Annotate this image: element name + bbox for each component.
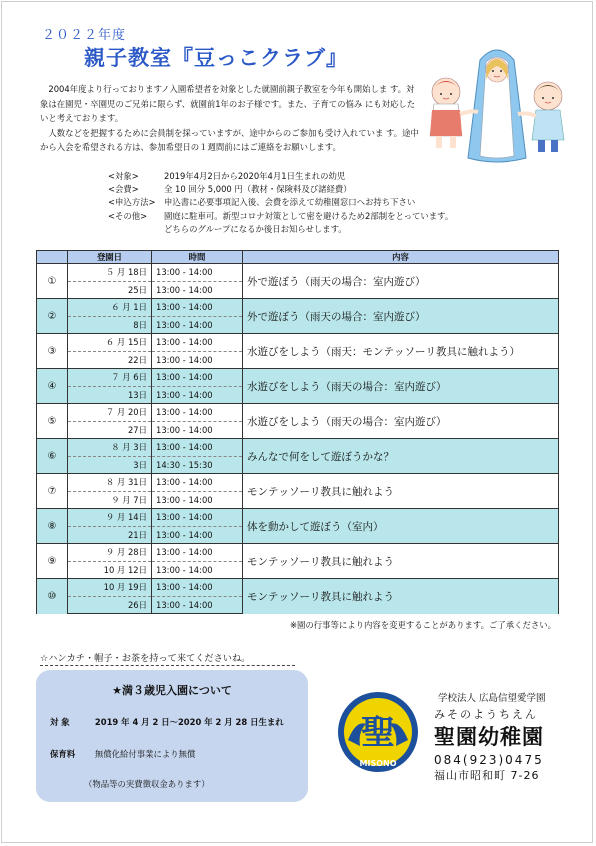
info-key: <対象>	[108, 171, 139, 181]
admission-fee-key: 保育料	[50, 749, 76, 759]
session-time: 13:00 - 14:00	[152, 404, 243, 422]
school-kana: みそのようちえん	[434, 708, 538, 721]
admission-target-row	[50, 716, 284, 728]
session-number: ②	[37, 299, 68, 334]
session-number: ⑧	[37, 509, 68, 544]
session-time: 13:00 - 14:00	[152, 439, 243, 457]
info-row	[108, 183, 453, 196]
session-date: 26日	[68, 596, 152, 614]
info-value: どちらのグループになるか後日お知らせします。	[164, 223, 347, 234]
session-time: 13:00 - 14:00	[152, 596, 243, 614]
info-value: 園庭に駐車可。新型コロナ対策として密を避けるため2部制をとっています。	[164, 210, 454, 221]
session-time: 13:00 - 14:00	[152, 264, 243, 282]
session-content: 外で遊ぼう（雨天の場合：室内遊び）	[243, 264, 559, 299]
info-row	[108, 210, 453, 223]
session-date: ７ 月 6日	[68, 369, 152, 387]
session-date: 13日	[68, 386, 152, 404]
table-row	[37, 299, 559, 317]
session-content: 水遊びをしよう（雨天：モンテッソーリ教具に触れよう）	[243, 334, 559, 369]
session-date: ９ 月 7日	[68, 491, 152, 509]
school-info	[434, 690, 546, 783]
school-logo	[336, 690, 420, 774]
session-time: 13:00 - 14:00	[152, 369, 243, 387]
info-value: 申込書に必要事項記入後、会費を添えて幼稚園窓口へお持ち下さい	[164, 197, 416, 208]
table-row	[37, 264, 559, 282]
session-time: 13:00 - 14:00	[152, 474, 243, 492]
session-content: モンテッソーリ教具に触れよう	[243, 544, 559, 579]
mother-and-children-illustration	[418, 40, 576, 168]
school-corporation: 学校法人 広島信望愛学園	[438, 693, 546, 704]
info-row	[108, 196, 453, 209]
school-name: 聖園幼稚園	[434, 725, 544, 749]
info-row	[108, 223, 453, 236]
session-number: ⑥	[37, 439, 68, 474]
session-time: 13:00 - 14:00	[152, 544, 243, 562]
column-header: 内容	[243, 251, 559, 264]
year-label: ２０２２年度	[42, 28, 127, 43]
session-number: ③	[37, 334, 68, 369]
change-notice: ※園の行事等により内容を変更することがあります。ご了承ください。	[290, 620, 556, 630]
session-number: ⑦	[37, 474, 68, 509]
intro-paragraph: 2004年度より行っておりますノ入園希望者を対象とした就園前親子教室を今年も開始しま す。対象は在園児・卒園児のご兄弟に限らず、就園前1年のお子様です。また、子育ての悩み にも対応したいと考えております。	[40, 84, 416, 124]
page-title: 親子教室『豆っこクラブ』	[84, 46, 348, 70]
session-number: ④	[37, 369, 68, 404]
session-date: ７ 月 20日	[68, 404, 152, 422]
logo-text: MISONO	[359, 759, 397, 768]
admission-fee-value: 無償化給付事業により無償	[94, 749, 196, 759]
session-date: ９ 月 14日	[68, 509, 152, 527]
table-row	[37, 439, 559, 457]
info-key: <会費>	[108, 184, 139, 195]
admission-fee-note: （物品等の実費徴収金あります）	[84, 779, 210, 789]
session-date: ８ 月 3日	[68, 439, 152, 457]
session-content: 水遊びをしよう（雨天の場合：室内遊び）	[243, 404, 559, 439]
session-date: 3日	[68, 456, 152, 474]
info-key	[108, 223, 164, 236]
intro-paragraph: 人数などを把握するために会員制を採っていますが、途中からのご参加も受け入れていま す。途中から入会を希望される方は、参加希望日の１週間前にはご連絡をお願いします。	[40, 127, 419, 153]
info-row	[108, 170, 453, 183]
session-date: 25日	[68, 281, 152, 299]
session-time: 13:00 - 14:00	[152, 299, 243, 317]
session-content: 外で遊ぼう（雨天の場合：室内遊び）	[243, 299, 559, 334]
admission-title: ★満３歳児入園について	[112, 684, 232, 697]
session-time: 13:00 - 14:00	[152, 316, 243, 334]
admission-fee-row	[50, 748, 195, 760]
table-row	[37, 579, 559, 597]
column-header	[37, 251, 68, 264]
school-address: 福山市昭和町 7-26	[434, 769, 540, 782]
admission-target-key: 対 象	[50, 717, 70, 727]
session-number: ⑨	[37, 544, 68, 579]
session-time: 13:00 - 14:00	[152, 351, 243, 369]
session-date: 10 月 19日	[68, 579, 152, 597]
belongings-note: ☆ハンカチ・帽子・お茶を持って来てくださいね。	[40, 653, 251, 664]
info-value: 2019年4月2日から2020年4月1日生まれの幼児	[164, 171, 346, 181]
session-time: 13:00 - 14:00	[152, 281, 243, 299]
session-date: 8日	[68, 316, 152, 334]
session-time: 13:00 - 14:00	[152, 421, 243, 439]
table-header-row	[37, 251, 559, 264]
session-date: ９ 月 28日	[68, 544, 152, 562]
session-time: 13:00 - 14:00	[152, 526, 243, 544]
column-header: 登園日	[68, 251, 152, 264]
session-date: 10 月 12日	[68, 561, 152, 579]
session-time: 13:00 - 14:00	[152, 579, 243, 597]
table-row	[37, 404, 559, 422]
logo-glyph: 聖	[361, 713, 395, 753]
session-date: 22日	[68, 351, 152, 369]
school-phone: 084(923)0475	[434, 753, 544, 767]
session-content: 水遊びをしよう（雨天の場合：室内遊び）	[243, 369, 559, 404]
admission-info-box	[36, 670, 308, 802]
session-date: ６ 月 15日	[68, 334, 152, 352]
session-time: 14:30 - 15:30	[152, 456, 243, 474]
session-date: 27日	[68, 421, 152, 439]
session-content: モンテッソーリ教具に触れよう	[243, 474, 559, 509]
info-key: <申込方法>	[108, 197, 156, 208]
intro-text	[40, 82, 420, 155]
table-row	[37, 474, 559, 492]
session-content: 体を動かして遊ぼう（室内）	[243, 509, 559, 544]
session-date: ５ 月 18日	[68, 264, 152, 282]
session-number: ⑤	[37, 404, 68, 439]
session-date: ６ 月 1日	[68, 299, 152, 317]
session-content: モンテッソーリ教具に触れよう	[243, 579, 559, 614]
schedule-table	[36, 250, 559, 614]
table-row	[37, 369, 559, 387]
info-value: 全 10 回分 5,000 円（教材・保険料及び諸経費）	[164, 184, 352, 195]
divider	[40, 665, 295, 666]
session-time: 13:00 - 14:00	[152, 491, 243, 509]
admission-target-value: 2019 年 4 月 2 日～2020 年 2 月 28 日生まれ	[94, 717, 284, 727]
info-list	[108, 170, 453, 236]
session-time: 13:00 - 14:00	[152, 334, 243, 352]
session-time: 13:00 - 14:00	[152, 509, 243, 527]
session-number: ①	[37, 264, 68, 299]
session-time: 13:00 - 14:00	[152, 386, 243, 404]
session-number: ⑩	[37, 579, 68, 614]
table-row	[37, 509, 559, 527]
table-row	[37, 334, 559, 352]
table-row	[37, 544, 559, 562]
info-key: <その他>	[108, 210, 148, 221]
session-date: 21日	[68, 526, 152, 544]
session-date: ８ 月 31日	[68, 474, 152, 492]
session-time: 13:00 - 14:00	[152, 561, 243, 579]
session-content: みんなで何をして遊ぼうかな？	[243, 439, 559, 474]
column-header: 時間	[152, 251, 243, 264]
